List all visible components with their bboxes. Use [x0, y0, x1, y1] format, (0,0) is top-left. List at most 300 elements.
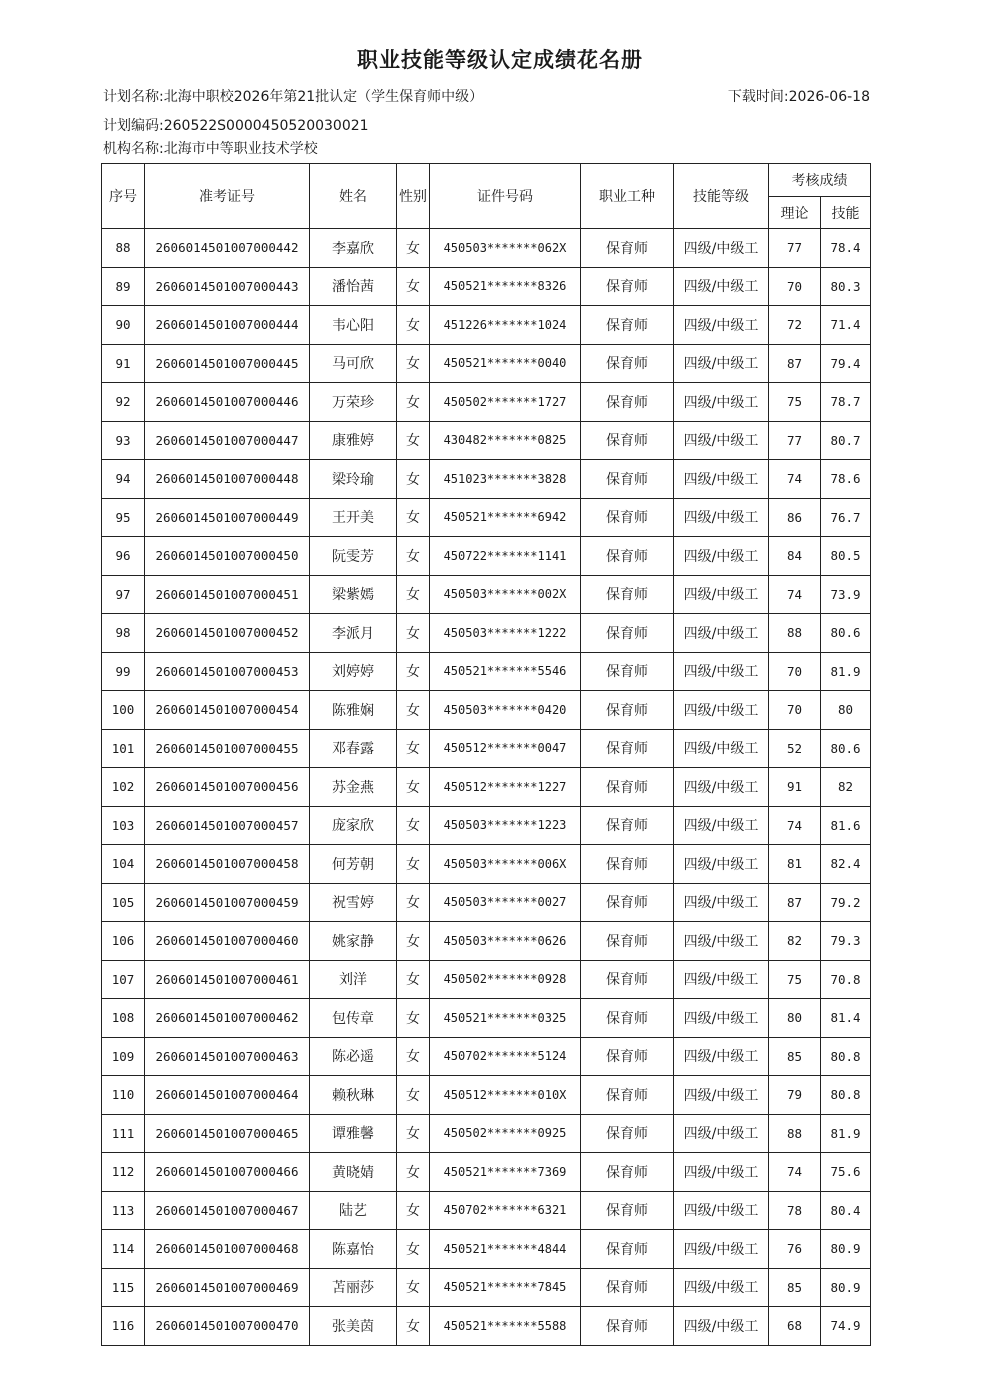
cell-seq: 95 — [102, 498, 145, 537]
cell-ticket: 2606014501007000459 — [145, 883, 310, 922]
cell-theory: 85 — [769, 1268, 821, 1307]
cell-seq: 99 — [102, 652, 145, 691]
download-time-line — [728, 86, 870, 106]
cell-ticket: 2606014501007000469 — [145, 1268, 310, 1307]
cell-gender: 女 — [397, 575, 430, 614]
cell-occupation: 保育师 — [581, 498, 674, 537]
cell-name: 梁紫嫣 — [310, 575, 397, 614]
cell-name: 苏金燕 — [310, 768, 397, 807]
cell-ticket: 2606014501007000468 — [145, 1230, 310, 1269]
cell-theory: 91 — [769, 768, 821, 807]
cell-skill: 80.7 — [821, 421, 871, 460]
org-name-line — [103, 138, 318, 158]
cell-name: 韦心阳 — [310, 306, 397, 345]
plan-code-value: 260522S0000450520030021 — [163, 118, 369, 134]
header-theory: 理论 — [769, 197, 821, 229]
cell-theory: 87 — [769, 344, 821, 383]
cell-gender: 女 — [397, 383, 430, 422]
header-score-group: 考核成绩 — [769, 164, 871, 197]
cell-occupation: 保育师 — [581, 344, 674, 383]
cell-gender: 女 — [397, 729, 430, 768]
table-row — [102, 768, 871, 807]
cell-seq: 92 — [102, 383, 145, 422]
cell-id-no: 450502*******0925 — [430, 1114, 581, 1153]
cell-theory: 70 — [769, 652, 821, 691]
cell-seq: 98 — [102, 614, 145, 653]
cell-theory: 86 — [769, 498, 821, 537]
cell-theory: 88 — [769, 1114, 821, 1153]
cell-seq: 110 — [102, 1076, 145, 1115]
cell-name: 刘洋 — [310, 960, 397, 999]
cell-theory: 77 — [769, 421, 821, 460]
cell-theory: 72 — [769, 306, 821, 345]
table-row — [102, 1114, 871, 1153]
cell-theory: 77 — [769, 229, 821, 268]
table-row — [102, 883, 871, 922]
cell-skill: 80.6 — [821, 729, 871, 768]
table-row — [102, 960, 871, 999]
cell-ticket: 2606014501007000445 — [145, 344, 310, 383]
header-level: 技能等级 — [674, 164, 769, 229]
cell-ticket: 2606014501007000465 — [145, 1114, 310, 1153]
cell-ticket: 2606014501007000460 — [145, 922, 310, 961]
cell-level: 四级/中级工 — [674, 537, 769, 576]
cell-occupation: 保育师 — [581, 1307, 674, 1346]
table-row — [102, 1153, 871, 1192]
cell-level: 四级/中级工 — [674, 845, 769, 884]
cell-skill: 81.6 — [821, 806, 871, 845]
cell-gender: 女 — [397, 883, 430, 922]
cell-id-no: 450702*******5124 — [430, 1037, 581, 1076]
cell-id-no: 450521*******5546 — [430, 652, 581, 691]
cell-gender: 女 — [397, 960, 430, 999]
cell-theory: 74 — [769, 575, 821, 614]
cell-occupation: 保育师 — [581, 883, 674, 922]
cell-occupation: 保育师 — [581, 729, 674, 768]
table-row — [102, 498, 871, 537]
cell-id-no: 450512*******1227 — [430, 768, 581, 807]
cell-level: 四级/中级工 — [674, 652, 769, 691]
cell-occupation: 保育师 — [581, 1114, 674, 1153]
cell-name: 姚家静 — [310, 922, 397, 961]
cell-name: 庞家欣 — [310, 806, 397, 845]
cell-ticket: 2606014501007000470 — [145, 1307, 310, 1346]
cell-seq: 96 — [102, 537, 145, 576]
cell-theory: 74 — [769, 1153, 821, 1192]
cell-skill: 82 — [821, 768, 871, 807]
cell-ticket: 2606014501007000464 — [145, 1076, 310, 1115]
table-row — [102, 845, 871, 884]
cell-level: 四级/中级工 — [674, 306, 769, 345]
table-row — [102, 1230, 871, 1269]
cell-gender: 女 — [397, 652, 430, 691]
cell-ticket: 2606014501007000452 — [145, 614, 310, 653]
cell-occupation: 保育师 — [581, 267, 674, 306]
cell-level: 四级/中级工 — [674, 575, 769, 614]
header-id-no: 证件号码 — [430, 164, 581, 229]
cell-level: 四级/中级工 — [674, 768, 769, 807]
cell-gender: 女 — [397, 229, 430, 268]
cell-seq: 111 — [102, 1114, 145, 1153]
cell-level: 四级/中级工 — [674, 498, 769, 537]
table-row — [102, 460, 871, 499]
cell-level: 四级/中级工 — [674, 1230, 769, 1269]
cell-skill: 80.6 — [821, 614, 871, 653]
plan-code-label: 计划编码: — [103, 118, 164, 134]
cell-gender: 女 — [397, 691, 430, 730]
cell-seq: 102 — [102, 768, 145, 807]
cell-id-no: 450512*******010X — [430, 1076, 581, 1115]
cell-level: 四级/中级工 — [674, 691, 769, 730]
cell-theory: 84 — [769, 537, 821, 576]
cell-level: 四级/中级工 — [674, 883, 769, 922]
roster-body — [102, 229, 871, 1346]
cell-seq: 93 — [102, 421, 145, 460]
cell-occupation: 保育师 — [581, 1037, 674, 1076]
cell-gender: 女 — [397, 1268, 430, 1307]
cell-name: 包传章 — [310, 999, 397, 1038]
cell-occupation: 保育师 — [581, 421, 674, 460]
cell-skill: 71.4 — [821, 306, 871, 345]
table-row — [102, 614, 871, 653]
cell-seq: 91 — [102, 344, 145, 383]
cell-id-no: 450521*******0040 — [430, 344, 581, 383]
cell-skill: 74.9 — [821, 1307, 871, 1346]
cell-ticket: 2606014501007000446 — [145, 383, 310, 422]
cell-gender: 女 — [397, 768, 430, 807]
cell-level: 四级/中级工 — [674, 267, 769, 306]
cell-occupation: 保育师 — [581, 1076, 674, 1115]
cell-id-no: 450503*******0027 — [430, 883, 581, 922]
cell-occupation: 保育师 — [581, 806, 674, 845]
table-row — [102, 1037, 871, 1076]
cell-name: 万荣珍 — [310, 383, 397, 422]
cell-name: 李嘉欣 — [310, 229, 397, 268]
cell-gender: 女 — [397, 1153, 430, 1192]
cell-theory: 75 — [769, 383, 821, 422]
cell-seq: 109 — [102, 1037, 145, 1076]
cell-ticket: 2606014501007000447 — [145, 421, 310, 460]
cell-theory: 74 — [769, 806, 821, 845]
cell-theory: 52 — [769, 729, 821, 768]
cell-id-no: 450503*******1222 — [430, 614, 581, 653]
cell-theory: 68 — [769, 1307, 821, 1346]
cell-skill: 80.9 — [821, 1230, 871, 1269]
cell-occupation: 保育师 — [581, 960, 674, 999]
cell-theory: 78 — [769, 1191, 821, 1230]
cell-occupation: 保育师 — [581, 460, 674, 499]
cell-skill: 82.4 — [821, 845, 871, 884]
header-seq: 序号 — [102, 164, 145, 229]
cell-seq: 107 — [102, 960, 145, 999]
table-row — [102, 922, 871, 961]
cell-level: 四级/中级工 — [674, 729, 769, 768]
cell-skill: 78.6 — [821, 460, 871, 499]
cell-seq: 112 — [102, 1153, 145, 1192]
cell-id-no: 451023*******3828 — [430, 460, 581, 499]
cell-id-no: 450503*******002X — [430, 575, 581, 614]
org-name-label: 机构名称: — [103, 141, 164, 157]
table-row — [102, 1307, 871, 1346]
cell-name: 潘怡茜 — [310, 267, 397, 306]
cell-skill: 80.5 — [821, 537, 871, 576]
cell-occupation: 保育师 — [581, 614, 674, 653]
cell-gender: 女 — [397, 806, 430, 845]
table-row — [102, 1191, 871, 1230]
cell-gender: 女 — [397, 614, 430, 653]
org-name-value: 北海市中等职业技术学校 — [163, 141, 318, 157]
cell-gender: 女 — [397, 460, 430, 499]
table-row — [102, 1076, 871, 1115]
cell-ticket: 2606014501007000458 — [145, 845, 310, 884]
cell-occupation: 保育师 — [581, 1153, 674, 1192]
cell-gender: 女 — [397, 1037, 430, 1076]
cell-skill: 70.8 — [821, 960, 871, 999]
cell-seq: 100 — [102, 691, 145, 730]
cell-id-no: 451226*******1024 — [430, 306, 581, 345]
cell-id-no: 450503*******0626 — [430, 922, 581, 961]
table-row — [102, 383, 871, 422]
cell-seq: 105 — [102, 883, 145, 922]
cell-name: 陈雅娴 — [310, 691, 397, 730]
cell-seq: 94 — [102, 460, 145, 499]
cell-skill: 80.3 — [821, 267, 871, 306]
plan-name-line — [103, 86, 483, 106]
cell-level: 四级/中级工 — [674, 1076, 769, 1115]
cell-id-no: 450503*******0420 — [430, 691, 581, 730]
cell-ticket: 2606014501007000454 — [145, 691, 310, 730]
cell-seq: 90 — [102, 306, 145, 345]
cell-ticket: 2606014501007000443 — [145, 267, 310, 306]
cell-name: 刘婷婷 — [310, 652, 397, 691]
cell-level: 四级/中级工 — [674, 960, 769, 999]
cell-gender: 女 — [397, 999, 430, 1038]
cell-level: 四级/中级工 — [674, 1268, 769, 1307]
cell-skill: 79.3 — [821, 922, 871, 961]
cell-ticket: 2606014501007000467 — [145, 1191, 310, 1230]
cell-id-no: 450722*******1141 — [430, 537, 581, 576]
cell-name: 赖秋琳 — [310, 1076, 397, 1115]
cell-ticket: 2606014501007000456 — [145, 768, 310, 807]
cell-seq: 97 — [102, 575, 145, 614]
plan-name-label: 计划名称: — [103, 89, 164, 105]
cell-skill: 76.7 — [821, 498, 871, 537]
cell-skill: 81.4 — [821, 999, 871, 1038]
cell-gender: 女 — [397, 537, 430, 576]
cell-theory: 75 — [769, 960, 821, 999]
cell-theory: 87 — [769, 883, 821, 922]
cell-seq: 88 — [102, 229, 145, 268]
cell-name: 陈必遥 — [310, 1037, 397, 1076]
cell-name: 祝雪婷 — [310, 883, 397, 922]
cell-skill: 80.8 — [821, 1076, 871, 1115]
header-name: 姓名 — [310, 164, 397, 229]
cell-level: 四级/中级工 — [674, 460, 769, 499]
cell-id-no: 450502*******0928 — [430, 960, 581, 999]
cell-seq: 108 — [102, 999, 145, 1038]
cell-occupation: 保育师 — [581, 845, 674, 884]
cell-occupation: 保育师 — [581, 1191, 674, 1230]
cell-skill: 75.6 — [821, 1153, 871, 1192]
cell-seq: 113 — [102, 1191, 145, 1230]
cell-ticket: 2606014501007000448 — [145, 460, 310, 499]
cell-gender: 女 — [397, 1114, 430, 1153]
cell-gender: 女 — [397, 306, 430, 345]
cell-gender: 女 — [397, 1307, 430, 1346]
cell-name: 张美茵 — [310, 1307, 397, 1346]
cell-ticket: 2606014501007000449 — [145, 498, 310, 537]
cell-ticket: 2606014501007000450 — [145, 537, 310, 576]
cell-theory: 76 — [769, 1230, 821, 1269]
cell-id-no: 450502*******1727 — [430, 383, 581, 422]
cell-theory: 74 — [769, 460, 821, 499]
cell-id-no: 450512*******0047 — [430, 729, 581, 768]
table-row — [102, 806, 871, 845]
cell-level: 四级/中级工 — [674, 229, 769, 268]
cell-id-no: 450521*******4844 — [430, 1230, 581, 1269]
table-row — [102, 1268, 871, 1307]
cell-occupation: 保育师 — [581, 306, 674, 345]
table-row — [102, 652, 871, 691]
cell-seq: 115 — [102, 1268, 145, 1307]
header-ticket: 准考证号 — [145, 164, 310, 229]
cell-theory: 79 — [769, 1076, 821, 1115]
table-row — [102, 421, 871, 460]
cell-seq: 106 — [102, 922, 145, 961]
cell-skill: 78.4 — [821, 229, 871, 268]
cell-skill: 73.9 — [821, 575, 871, 614]
cell-occupation: 保育师 — [581, 768, 674, 807]
cell-ticket: 2606014501007000461 — [145, 960, 310, 999]
cell-theory: 88 — [769, 614, 821, 653]
cell-ticket: 2606014501007000451 — [145, 575, 310, 614]
cell-name: 黄晓婧 — [310, 1153, 397, 1192]
cell-occupation: 保育师 — [581, 999, 674, 1038]
cell-occupation: 保育师 — [581, 575, 674, 614]
cell-ticket: 2606014501007000453 — [145, 652, 310, 691]
cell-occupation: 保育师 — [581, 1268, 674, 1307]
download-time-label: 下载时间: — [727, 89, 789, 105]
cell-level: 四级/中级工 — [674, 421, 769, 460]
cell-id-no: 450521*******8326 — [430, 267, 581, 306]
cell-seq: 104 — [102, 845, 145, 884]
cell-gender: 女 — [397, 421, 430, 460]
cell-occupation: 保育师 — [581, 652, 674, 691]
cell-theory: 85 — [769, 1037, 821, 1076]
cell-skill: 80 — [821, 691, 871, 730]
table-row — [102, 267, 871, 306]
cell-seq: 101 — [102, 729, 145, 768]
cell-ticket: 2606014501007000462 — [145, 999, 310, 1038]
cell-level: 四级/中级工 — [674, 1191, 769, 1230]
cell-level: 四级/中级工 — [674, 344, 769, 383]
cell-theory: 80 — [769, 999, 821, 1038]
cell-gender: 女 — [397, 267, 430, 306]
cell-occupation: 保育师 — [581, 691, 674, 730]
cell-occupation: 保育师 — [581, 922, 674, 961]
cell-name: 王开美 — [310, 498, 397, 537]
cell-skill: 81.9 — [821, 652, 871, 691]
cell-name: 苫丽莎 — [310, 1268, 397, 1307]
table-row — [102, 575, 871, 614]
cell-level: 四级/中级工 — [674, 614, 769, 653]
cell-level: 四级/中级工 — [674, 806, 769, 845]
table-row — [102, 729, 871, 768]
plan-name-value: 北海中职校2026年第21批认定（学生保育师中级） — [163, 89, 484, 105]
table-row — [102, 229, 871, 268]
cell-skill: 78.7 — [821, 383, 871, 422]
cell-id-no: 450503*******1223 — [430, 806, 581, 845]
cell-skill: 80.9 — [821, 1268, 871, 1307]
cell-level: 四级/中级工 — [674, 1307, 769, 1346]
cell-skill: 80.8 — [821, 1037, 871, 1076]
cell-gender: 女 — [397, 845, 430, 884]
cell-ticket: 2606014501007000444 — [145, 306, 310, 345]
cell-level: 四级/中级工 — [674, 999, 769, 1038]
cell-occupation: 保育师 — [581, 537, 674, 576]
cell-name: 梁玲瑜 — [310, 460, 397, 499]
cell-gender: 女 — [397, 1191, 430, 1230]
cell-id-no: 450521*******6942 — [430, 498, 581, 537]
cell-id-no: 450521*******5588 — [430, 1307, 581, 1346]
cell-name: 马可欣 — [310, 344, 397, 383]
cell-theory: 82 — [769, 922, 821, 961]
cell-level: 四级/中级工 — [674, 383, 769, 422]
score-roster-table — [101, 163, 871, 1346]
cell-name: 何芳朝 — [310, 845, 397, 884]
cell-seq: 89 — [102, 267, 145, 306]
cell-ticket: 2606014501007000466 — [145, 1153, 310, 1192]
cell-level: 四级/中级工 — [674, 1114, 769, 1153]
cell-level: 四级/中级工 — [674, 1153, 769, 1192]
cell-name: 陆艺 — [310, 1191, 397, 1230]
cell-gender: 女 — [397, 1076, 430, 1115]
cell-level: 四级/中级工 — [674, 922, 769, 961]
cell-id-no: 450503*******006X — [430, 845, 581, 884]
cell-name: 李派月 — [310, 614, 397, 653]
cell-occupation: 保育师 — [581, 229, 674, 268]
header-gender: 性别 — [397, 164, 430, 229]
table-row — [102, 999, 871, 1038]
cell-name: 康雅婷 — [310, 421, 397, 460]
cell-id-no: 450702*******6321 — [430, 1191, 581, 1230]
cell-name: 阮雯芳 — [310, 537, 397, 576]
cell-gender: 女 — [397, 1230, 430, 1269]
cell-ticket: 2606014501007000457 — [145, 806, 310, 845]
cell-id-no: 450521*******7369 — [430, 1153, 581, 1192]
cell-seq: 116 — [102, 1307, 145, 1346]
cell-name: 谭雅馨 — [310, 1114, 397, 1153]
cell-occupation: 保育师 — [581, 383, 674, 422]
cell-ticket: 2606014501007000463 — [145, 1037, 310, 1076]
cell-gender: 女 — [397, 922, 430, 961]
cell-skill: 80.4 — [821, 1191, 871, 1230]
download-time-value: 2026-06-18 — [788, 89, 870, 105]
cell-skill: 79.4 — [821, 344, 871, 383]
cell-seq: 103 — [102, 806, 145, 845]
table-row — [102, 537, 871, 576]
cell-gender: 女 — [397, 344, 430, 383]
cell-skill: 81.9 — [821, 1114, 871, 1153]
cell-gender: 女 — [397, 498, 430, 537]
cell-name: 邓春露 — [310, 729, 397, 768]
cell-occupation: 保育师 — [581, 1230, 674, 1269]
cell-theory: 70 — [769, 267, 821, 306]
cell-skill: 79.2 — [821, 883, 871, 922]
table-row — [102, 306, 871, 345]
cell-theory: 70 — [769, 691, 821, 730]
cell-id-no: 430482*******0825 — [430, 421, 581, 460]
